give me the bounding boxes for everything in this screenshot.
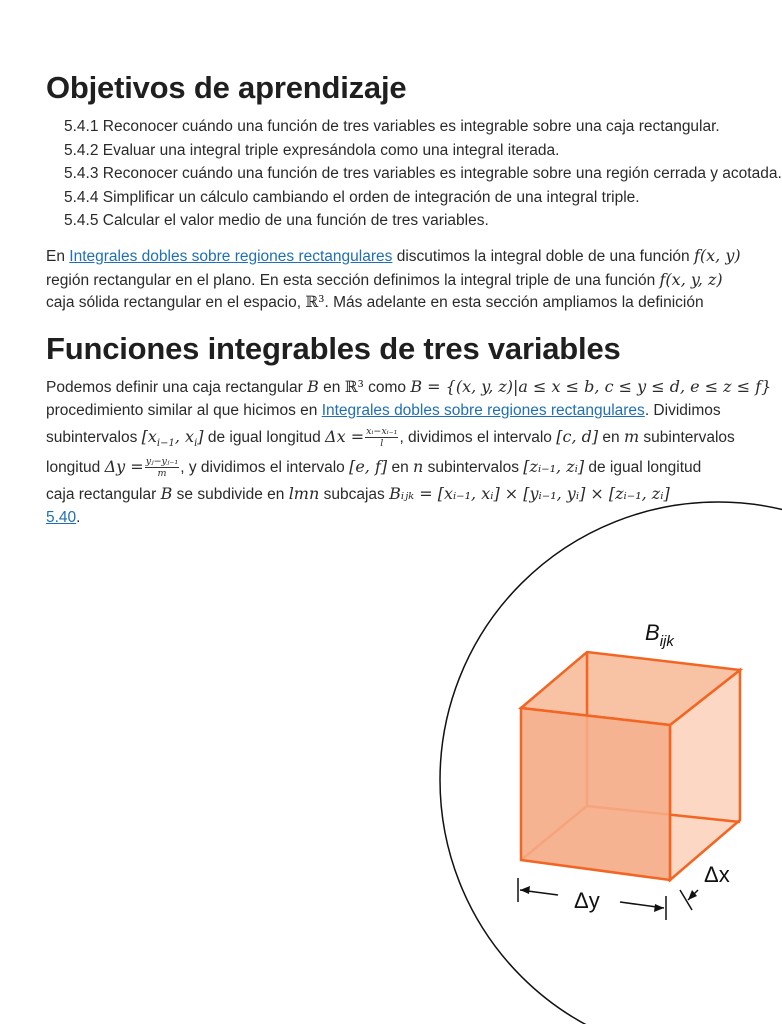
- text: subcajas: [319, 486, 390, 503]
- math-box-def: B = {(x, y, z)|a ≤ x ≤ b, c ≤ y ≤ d, e ≤ z ≤ f}: [410, 377, 772, 396]
- link-double-integrals[interactable]: Integrales dobles sobre regiones rectangulares: [69, 248, 393, 265]
- objective-item: 5.4.2 Evaluar una integral triple expresándola como una integral iterada.: [64, 141, 560, 159]
- objective-item: 5.4.5 Calcular el valor medio de una función de tres variables.: [64, 212, 489, 229]
- text: subintervalos: [639, 429, 735, 446]
- section-title-objectives: Objetivos de aprendizaje: [46, 70, 407, 105]
- box-label: $B_{ijk}$: [645, 620, 674, 650]
- text: caja sólida rectangular en el espacio,: [46, 294, 306, 311]
- math-dy: Δy =: [104, 457, 144, 476]
- math-fraction: $\frac{\text{xᵢ−xᵢ₋₁}}{l}$: [366, 426, 398, 450]
- text: longitud: [46, 459, 105, 476]
- objective-item: 5.4.1 Reconocer cuándo una función de tres variables es integrable sobre una caja rectangular.: [64, 118, 720, 135]
- math-r3: ℝ³: [344, 378, 364, 396]
- math-B: B: [307, 377, 319, 396]
- text: como: [363, 379, 411, 396]
- text: en: [387, 459, 413, 476]
- text: , y dividimos el intervalo: [180, 459, 350, 476]
- math-fraction: $\frac{\text{yⱼ−yⱼ₋₁}}{m}$: [145, 456, 179, 480]
- text: discutimos la integral doble de una función: [392, 248, 694, 265]
- text: En: [46, 248, 70, 265]
- math-lmn: lmn: [288, 484, 320, 503]
- dx-label: Δx: [704, 862, 730, 887]
- dy-label: Δy: [574, 888, 600, 913]
- math-z-interval: [zᵢ₋₁, zᵢ]: [523, 457, 585, 476]
- objective-item: 5.4.3 Reconocer cuándo una función de tres variables es integrable sobre una región cerrada y acotada.: [64, 165, 782, 182]
- math-f3: f(x, y, z): [659, 269, 723, 289]
- body-paragraph: [46, 375, 771, 529]
- text: , dividimos el intervalo: [399, 429, 557, 446]
- math-dx: Δx =: [325, 427, 365, 446]
- math-ef: [e, f]: [349, 457, 388, 476]
- link-figure-5-40[interactable]: 5.40: [46, 508, 77, 526]
- text: en: [318, 379, 345, 396]
- objective-item: 5.4.4 Simplificar un cálculo cambiando el orden de integración de una integral triple.: [64, 188, 640, 206]
- link-double-integrals[interactable]: Integrales dobles sobre regiones rectangulares: [321, 401, 645, 419]
- text: región rectangular en el plano. En esta sección definimos la integral triple de una función: [46, 271, 660, 289]
- math-n: n: [413, 457, 424, 476]
- math-m: m: [623, 427, 640, 446]
- section-title-integrable: Funciones integrables de tres variables: [46, 331, 621, 366]
- text: subintervalos: [46, 429, 142, 446]
- text: .: [76, 508, 81, 526]
- dim-tick: [680, 890, 692, 910]
- text: de igual longitud: [203, 429, 326, 446]
- intro-paragraph: [46, 244, 741, 315]
- objectives-list: [64, 115, 782, 233]
- math-B: B: [160, 484, 173, 503]
- math-cd: [c, d]: [556, 427, 599, 446]
- subbox-figure: [430, 560, 730, 940]
- text: en: [598, 429, 624, 446]
- text: se subdivide en: [172, 486, 289, 503]
- cube-front-face: [521, 708, 670, 880]
- text: caja rectangular: [46, 486, 161, 503]
- text: procedimiento similar al que hicimos en: [46, 401, 322, 419]
- text: de igual longitud: [584, 459, 702, 476]
- text: . Más adelante en esta sección ampliamos la definición: [324, 294, 704, 311]
- math-f: f(x, y): [693, 246, 741, 265]
- math-x-interval: [$x_{i-1}$, $x_i$]: [141, 427, 204, 450]
- text: subintervalos: [423, 459, 524, 476]
- arrow-head: [654, 904, 664, 912]
- text: . Dividimos: [644, 401, 721, 419]
- arrow-head: [520, 886, 530, 894]
- math-r3: ℝ³: [305, 293, 325, 311]
- text: Podemos definir una caja rectangular: [46, 379, 308, 396]
- math-subbox: Bᵢⱼₖ = [xᵢ₋₁, xᵢ] × [yᵢ₋₁, yᵢ] × [zᵢ₋₁, zᵢ]: [389, 484, 670, 503]
